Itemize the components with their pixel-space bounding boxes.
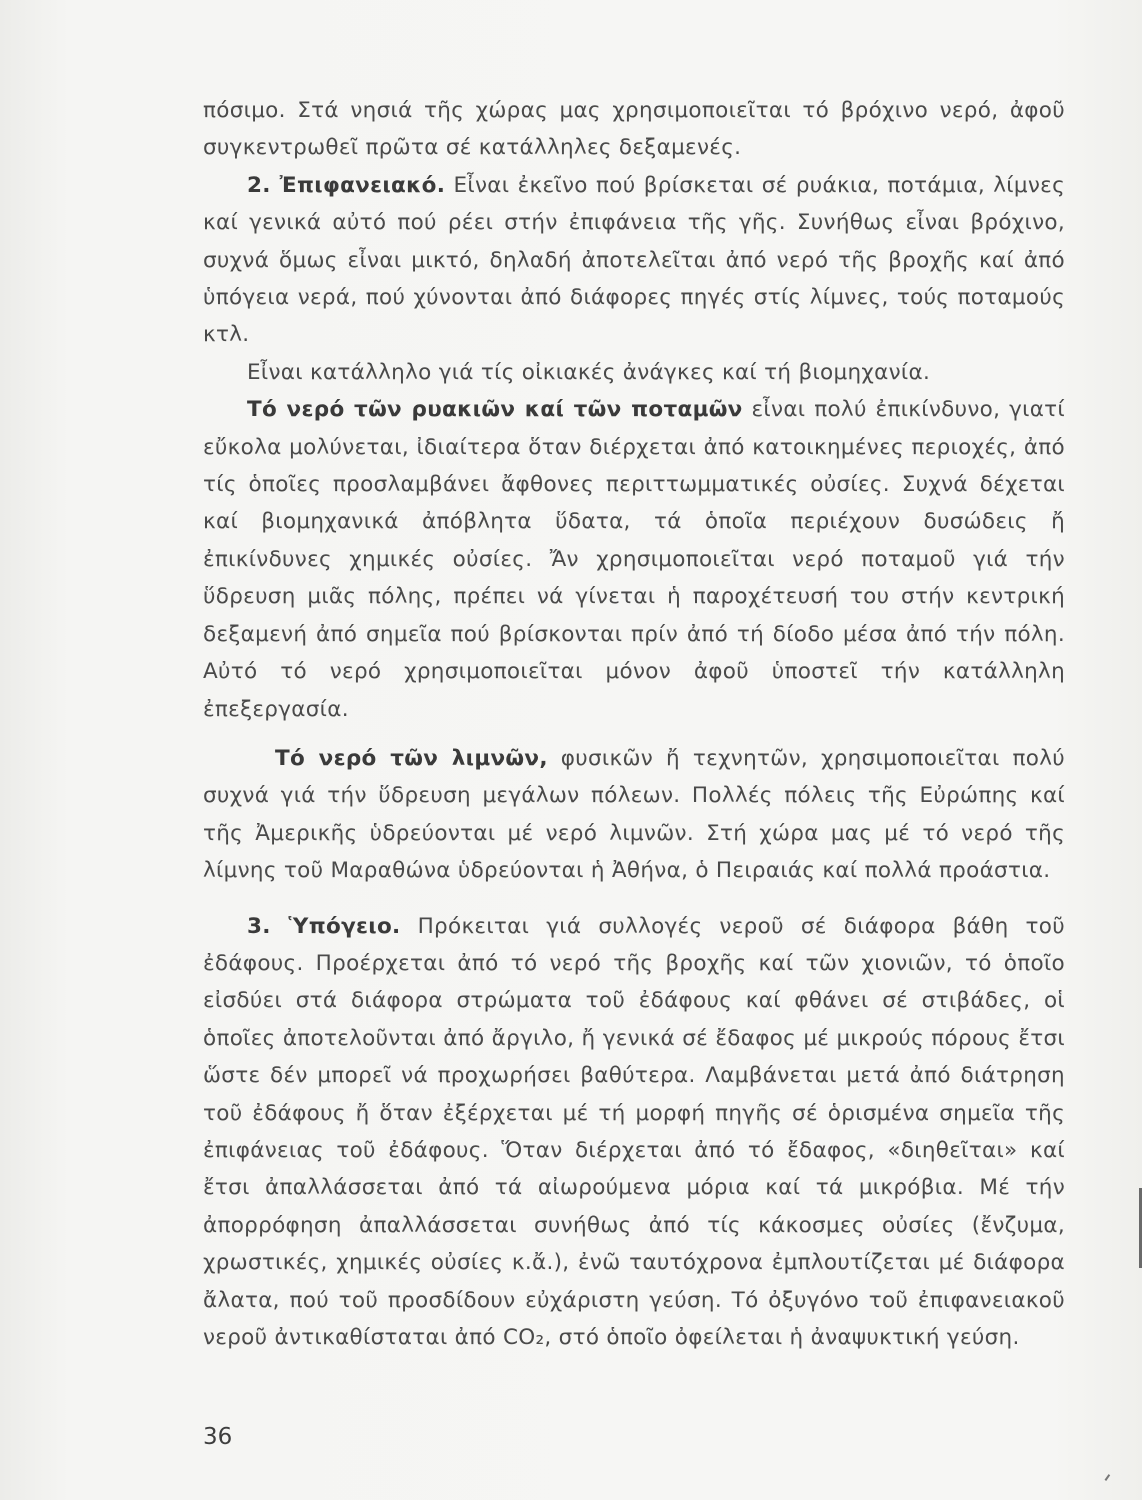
paragraph-text: εἶναι πολύ ἐπικίνδυνο, γιατί εὔκολα μολύνεται, ἰδιαίτερα ὅταν διέρχεται ἀπό κατοικημένες περιοχές, ἀπό τίς ὁποῖες προσλαμβάνει ἄφθονες περιττωμματικές οὐσίες. Συχνά δέχεται καί βιομηχανικά ἀπόβλητα ὕδατα, τά ὁποῖα περιέχουν δυσώδεις ἤ ἐπικίνδυνες χημικές οὐσίες. Ἄν χρησιμοποιεῖται νερό ποταμοῦ γιά τήν ὕδρευση μιᾶς πόλης, πρέπει νά γίνεται ἡ παροχέτευσή του στήν κεντρική δεξαμενή ἀπό σημεῖα πού βρίσκονται πρίν ἀπό τή δίοδο μέσα ἀπό τήν πόλη. Αὐτό τό νερό χρησιμοποιεῖται μόνον ἀφοῦ ὑποστεῖ τήν κατάλληλη ἐπεξεργασία. [203, 397, 1066, 722]
paragraph-text: Εἶναι ἐκεῖνο πού βρίσκεται σέ ρυάκια, ποτάμια, λίμνες καί γενικά αὐτό πού ρέει στήν ἐπιφάνεια τῆς γῆς. Συνήθως εἶναι βρόχινο, συχνά ὅμως εἶναι μικτό, δηλαδή ἀποτελεῖται ἀπό νερό τῆς βροχῆς καί ἀπό ὑπόγεια νερά, πού χύνονται ἀπό διάφορες πηγές στίς λίμνες, τούς ποταμούς κτλ. [203, 172, 1065, 348]
paragraph-text: Πρόκειται γιά συλλογές νεροῦ σέ διάφορα βάθη τοῦ ἐδάφους. Προέρχεται ἀπό τό νερό τῆς βροχῆς καί τῶν χιονιῶν, τό ὁποῖο εἰσδύει στά διάφορα στρώματα τοῦ ἐδάφους καί φθάνει σέ στιβάδες, οἱ ὁποῖες ἀποτελοῦνται ἀπό ἄργιλο, ἤ γενικά σέ ἔδαφος μέ μικρούς πόρους ἔτσι ὥστε δέν μπορεῖ νά προχωρήσει βαθύτερα. Λαμβάνεται μετά ἀπό διάτρηση τοῦ ἐδάφους ἤ ὅταν ἐξέρχεται μέ τή μορφή πηγῆς σέ ὁρισμένα σημεῖα τῆς ἐπιφάνειας τοῦ ἐδάφους. Ὅταν διέρχεται ἀπό τό ἔδαφος, «διηθεῖται» καί ἔτσι ἀπαλλάσσεται ἀπό τά αἰωρούμενα μόρια καί τά μικρόβια. Μέ τήν ἀπορρόφηση ἀπαλλάσσεται συνήθως ἀπό τίς κάκοσμες οὐσίες (ἔνζυμα, χρωστικές, χημικές οὐσίες κ.ἄ.), ἐνῶ ταυτόχρονα ἐμπλουτίζεται μέ διάφορα ἄλατα, πού τοῦ προσδίδουν εὐχάριστη γεύση. Τό ὀξυγόνο τοῦ ἐπιφανειακοῦ νεροῦ ἀντικαθίσταται ἀπό CO₂, στό ὁποῖο ὀφείλεται ἡ ἀναψυκτική γεύση. [203, 913, 1065, 1350]
page-number: 36 [203, 1424, 233, 1450]
corner-mark [1099, 1470, 1110, 1481]
paragraph-text: Εἶναι κατάλληλο γιά τίς οἰκιακές ἀνάγκες καί τή βιομηχανία. [247, 359, 931, 385]
section-heading-3: 3. Ὑπόγειο. [247, 913, 401, 939]
paragraph-suitability [203, 354, 1065, 391]
body-text [203, 92, 1065, 1356]
section-heading-2: 2. Ἐπιφανειακό. [247, 172, 446, 198]
paragraph-continuation [203, 92, 1065, 167]
paragraph-rivers [203, 391, 1065, 728]
paragraph-groundwater [203, 908, 1065, 1357]
paragraph-text: φυσικῶν ἤ τεχνητῶν, χρησιμοποιεῖται πολύ συχνά γιά τήν ὕδρευση μεγάλων πόλεων. Πολλές πόλεις τῆς Εὐρώπης καί τῆς Ἀμερικῆς ὑδρεύονται μέ νερό λιμνῶν. Στή χώρα μας μέ τό νερό τῆς λίμνης τοῦ Μαραθώνα ὑδρεύονται ἡ Ἀθήνα, ὁ Πειραιάς καί πολλά προάστια. [203, 745, 1065, 884]
inline-heading-lakes: Τό νερό τῶν λιμνῶν, [275, 745, 548, 771]
paragraph-surface-water [203, 167, 1065, 354]
inline-heading-rivers: Τό νερό τῶν ρυακιῶν καί τῶν ποταμῶν [247, 397, 743, 423]
paragraph-text: πόσιμο. Στά νησιά τῆς χώρας μας χρησιμοποιεῖται τό βρόχινο νερό, ἀφοῦ συγκεντρωθεῖ πρῶτα σέ κατάλληλες δεξαμενές. [203, 98, 1065, 161]
paragraph-lakes [203, 740, 1065, 890]
